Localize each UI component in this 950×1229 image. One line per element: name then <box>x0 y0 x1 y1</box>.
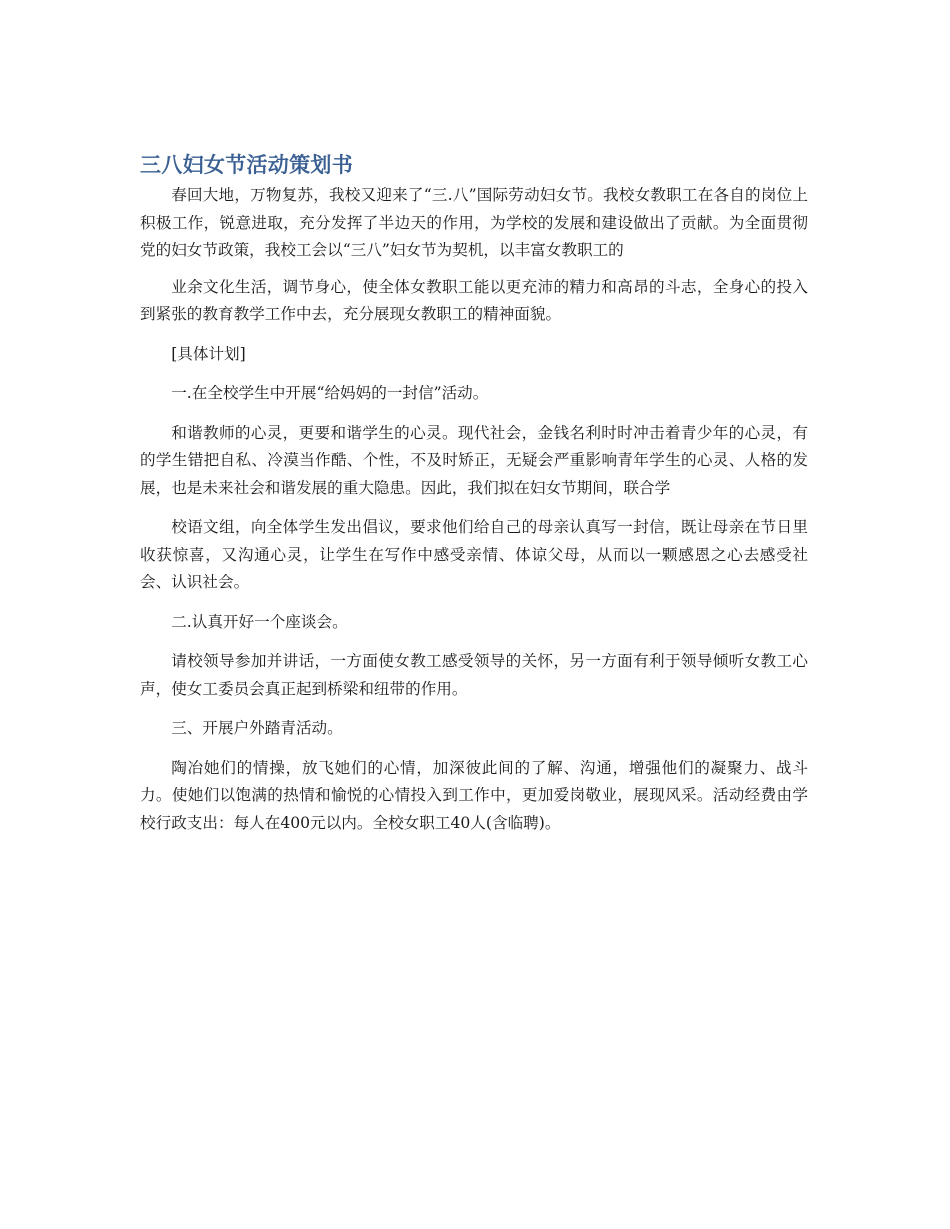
document-body <box>140 150 808 849</box>
plan-heading: [具体计划] <box>171 344 246 363</box>
plan-item-3-paragraph: 陶冶她们的情操，放飞她们的心情，加深彼此间的了解、沟通，增强他们的凝聚力、战斗力。使她们以饱满的热情和愉悦的心情投入到工作中，更加爱岗敬业，展现风采。活动经费由学校行政支出：每人在400元以内。全校女职工40人(含临聘)。 <box>140 758 808 832</box>
intro-paragraph-continued: 业余文化生活，调节身心，使全体女教职工能以更充沛的精力和高昂的斗志，全身心的投入到紧张的教育教学工作中去，充分展现女教职工的精神面貌。 <box>140 277 808 323</box>
plan-item-1-paragraph-continued: 校语文组，向全体学生发出倡议，要求他们给自己的母亲认真写一封信，既让母亲在节日里收获惊喜，又沟通心灵，让学生在写作中感受亲情、体谅父母，从而以一颗感恩之心去感受社会、认识社会。 <box>140 518 808 591</box>
plan-item-2-paragraph: 请校领导参加并讲话，一方面使女教工感受领导的关怀，另一方面有利于领导倾听女教工心声，使女工委员会真正起到桥梁和纽带的作用。 <box>140 652 808 698</box>
plan-item-1-paragraph: 和谐教师的心灵，更要和谐学生的心灵。现代社会，金钱名利时时冲击着青少年的心灵，有的学生错把自私、冷漠当作酷、个性，不及时矫正，无疑会严重影响青年学生的心灵、人格的发展，也是未来社会和谐发展的重大隐患。因此，我们拟在妇女节期间，联合学 <box>140 423 808 497</box>
plan-item-1-heading: 一.在全校学生中开展“给妈妈的一封信”活动。 <box>171 384 489 402</box>
document-title: 三八妇女节活动策划书 <box>140 153 353 177</box>
intro-paragraph: 春回大地，万物复苏，我校又迎来了“三.八”国际劳动妇女节。我校女教职工在各自的岗位上积极工作，锐意进取，充分发挥了半边天的作用，为学校的发展和建设做出了贡献。为全面贯彻党的妇女节政策，我校工会以“三八”妇女节为契机，以丰富女教职工的 <box>140 186 808 259</box>
plan-item-3-heading: 三、开展户外踏青活动。 <box>171 719 343 737</box>
plan-item-2-heading: 二.认真开好一个座谈会。 <box>171 612 348 631</box>
